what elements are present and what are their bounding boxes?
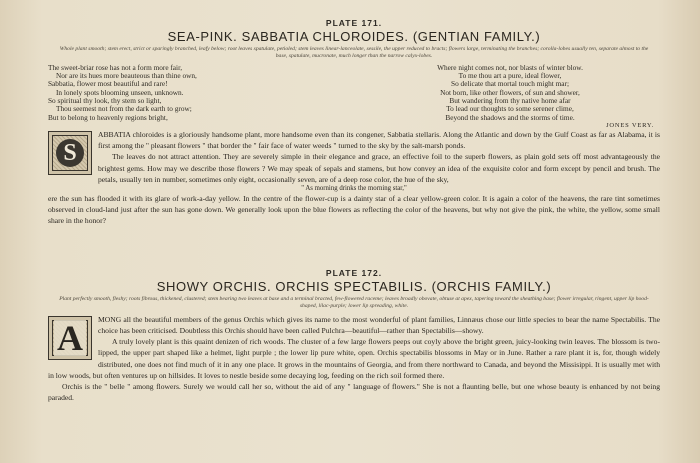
paragraph: ABBATIA chloroides is a gloriously handsome plant, more handsome even than its congener, Sabbatia stellaris. Along the Atlantic and down by the Gulf Coast as far as Alabama, it is first among the " pleasant flowers " that border the " fair face of water weeds " turned to the sky by the salt-marsh ponds. [98,129,660,151]
paragraph: The leaves do not attract attention. They are severely simple in their elegance and grace, an effective foil to the superb flowers, as plain gold sets off most advantageously the brightest gems. How may we describe those flowers ? We may speak of sepals and stamens, but how convey an idea of the exquisite color and form except by pencil and brush. The petals, usually ten in number, sometimes only eight, occasionally seven, are of a deep rose color, the hue of the sky, [98,152,660,184]
plate-172-description: Plant perfectly smooth, fleshy; roots fibrous, thickened, clustered; stem bearing two leaves at base and a terminal bracted, few-flowered raceme; leaves broadly obovate, obtuse at apex, tapering toward the sheathing base; flower irregular, ringent, upper lip hood-shaped, lilac-purple; lower lip spreading, white. [59,296,649,310]
inline-quote: " As morning drinks the morning star," [301,184,407,192]
paragraph: A truly lovely plant is this quaint denizen of rich woods. The cluster of a few large flowers peeps out coyly above the bright green, juicy-looking twin leaves. The blossom is two-lipped, the upper part shaped like a helmet, light purple ; the lower lip pure white, open. Orchis spectabilis blossoms in May or in June. Rather a rare plant it is, for, though widely distributed, one does not find much of it in any one place. It grows in the mountains of Georgia, and from there northward to Canada, and beyond the Missisippi. It is usually met with in low woods, but often ventures up on hillsides. It loves to nestle beside some decaying log, feeding on the rich soil formed there. [48,337,660,380]
initial-letter: S [56,139,84,167]
plate-171-title: SEA-PINK. SABBATIA CHLOROIDES. (GENTIAN FAMILY.) [167,29,541,44]
decorative-initial-a [48,316,92,360]
plate-171-description: Whole plant smooth; stem erect, strict or sparingly branched, leafy below; root leaves spatulate, petioled; stem leaves linear-lanceolate, sessile, the upper reduced to bracts; flowers large, terminating the branches; corolla-lobes usually ten, separate almost to the base, spatulate, mucronate, much longer than the narrow calyx-lobes. [59,46,649,60]
plate-171-label: PLATE 171. [325,18,383,28]
plate-172-section [48,268,660,403]
poem-line: To me thou art a pure, ideal flower, [458,71,562,81]
poem-line: But to belong to heavenly regions bright, [48,112,168,122]
poem-line: So delicate that mortal touch might mar; [451,79,569,89]
poem [48,64,660,122]
poem-line: Sabbatia, flower most beautiful and rare! [48,79,168,89]
paragraph: ere the sun has flooded it with its glare of work-a-day yellow. In the centre of the flower-cup is a dainty star of a clear yellow-green color. It is again a color of the heavens, the rare tint sometimes observed in cloud-land just after the sun has gone down. We generally look upon the blue flowers as reflecting the color of the heavens, but why not give the pink, the white, the yellow, some small share in the honor? [48,193,660,226]
plate-171-section [48,18,660,227]
initial-letter: A [54,320,86,356]
poem-line: The sweet-briar rose has not a form more fair, [48,62,183,72]
paragraph: MONG all the beautiful members of the genus Orchis which gives its name to the most wonderful of plant families, Linnæus chose our little species to bear the name Spectabilis. The choice has been criticised. Doubtless this Orchis should have been called Pulchra—beautiful—rather than Spectabilis—showy. [98,314,660,336]
poem-attribution: JONES VERY. [606,121,654,129]
poem-line: So spiritual thy look, thy stem so light, [48,96,162,105]
plate-171-body [48,129,660,227]
plate-172-label: PLATE 172. [325,268,383,278]
poem-right-column [360,64,660,122]
poem-line: Thou seemest not from the dark earth to grow; [56,104,192,114]
poem-line: In lonely spots blooming unseen, unknown. [56,87,184,97]
poem-line: Where night comes not, nor blasts of winter blow. [437,62,583,72]
plate-172-title: SHOWY ORCHIS. ORCHIS SPECTABILIS. (ORCHIS FAMILY.) [156,279,552,294]
poem-line: Beyond the shadows and the storms of time. [445,112,575,122]
poem-left-column [48,64,348,122]
poem-line: To lead our thoughts to some serener clime, [446,104,574,114]
plate-172-body [48,314,660,404]
poem-line: But wandering from thy native home afar [449,96,571,105]
decorative-initial-s [48,131,92,175]
poem-line: Nor are its hues more beauteous than thine own, [56,71,197,81]
poem-line: Not born, like other flowers, of sun and shower, [440,87,580,97]
paragraph: Orchis is the " belle " among flowers. Surely we would call her so, without the aid of any " language of flowers." She is not a flaunting belle, but one whose beauty is enhanced by not being paraded. [48,382,660,403]
